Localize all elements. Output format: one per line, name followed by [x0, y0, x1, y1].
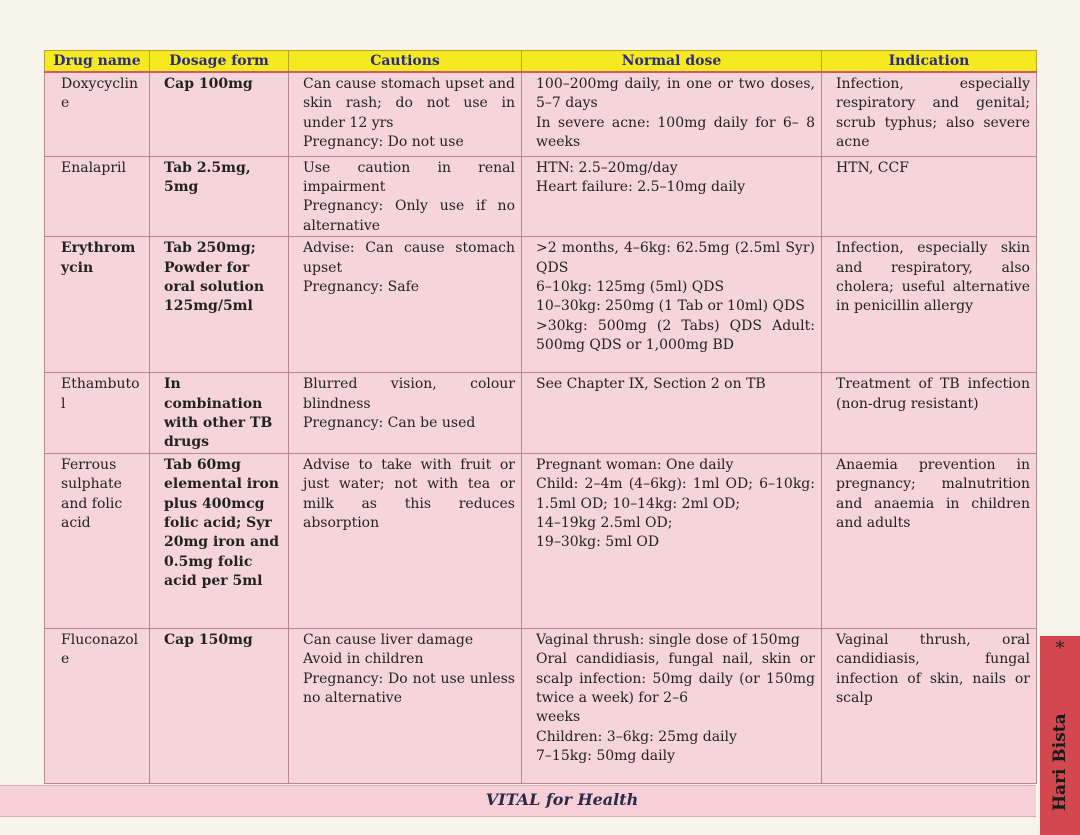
cell-text-line: Erythrom: [61, 240, 136, 257]
cell-dosage-form: [150, 373, 289, 454]
cell-normal-dose: [522, 373, 822, 454]
side-tab: [1040, 636, 1080, 835]
table-header-row: [45, 51, 1037, 73]
drug-table: [44, 50, 1037, 784]
cell-drug-name: [45, 373, 150, 454]
footer-title: VITAL for Health: [485, 790, 639, 809]
cell-normal-dose: [522, 237, 822, 373]
table-row: [45, 628, 1037, 783]
cell-text-line: Doxycyclin: [61, 76, 139, 92]
cell-drug-name: [45, 237, 150, 373]
cell-text-line: HTN, CCF: [836, 159, 909, 176]
cell-text-line: Advise: Can cause stomach upset: [303, 240, 515, 276]
cell-cautions: [289, 453, 522, 628]
cell-text-line: Infection, especially respiratory and genital; scrub typhus; also severe acne: [836, 76, 1030, 151]
cell-text-line: l: [61, 395, 66, 412]
cell-text-line: Can cause stomach upset and skin rash; do not use in under 12 yrs: [303, 76, 515, 131]
cell-cautions: [289, 72, 522, 156]
asterisk-icon: *: [1055, 638, 1065, 659]
cell-text-line: weeks: [536, 709, 581, 726]
cell-text-line: Vaginal thrush: single dose of 150mg: [536, 631, 800, 648]
cell-text-line: Child: 2–4m (4–6kg): 1ml OD; 6–10kg: 1.5ml OD; 10–14kg: 2ml OD;: [536, 476, 815, 512]
cell-text-line: Cap 100mg: [164, 76, 253, 92]
cell-cautions: [289, 156, 522, 237]
cell-normal-dose: [522, 72, 822, 156]
cell-dosage-form: [150, 72, 289, 156]
header-dosage-form: Dosage form: [150, 51, 289, 73]
cell-drug-name: [45, 72, 150, 156]
table-row: [45, 453, 1037, 628]
cell-indication: [822, 237, 1037, 373]
cell-text-line: e: [61, 95, 70, 112]
cell-text-line: Heart failure: 2.5–10mg daily: [536, 178, 746, 195]
cell-text-line: >30kg: 500mg (2 Tabs) QDS Adult: 500mg QDS or 1,000mg BD: [536, 317, 815, 354]
cell-text-line: Anaemia prevention in pregnancy; malnutrition and anaemia in children and adults: [836, 456, 1030, 531]
cell-drug-name: [45, 453, 150, 628]
cell-text-line: Fluconazol: [61, 631, 139, 648]
cell-text-line: Avoid in children: [303, 651, 424, 668]
cell-drug-name: [45, 156, 150, 237]
cell-text-line: Pregnancy: Only use if no alternative: [303, 198, 515, 234]
header-indication: Indication: [822, 51, 1037, 73]
cell-text-line: Tab 60mg elemental iron plus 400mcg folic acid; Syr 20mg iron and 0.5mg folic acid per 5ml: [164, 456, 280, 590]
cell-dosage-form: [150, 237, 289, 373]
cell-indication: [822, 453, 1037, 628]
cell-text-line: In severe acne: 100mg daily for 6– 8 weeks: [536, 114, 815, 151]
cell-text-line: Oral candidiasis, fungal nail, skin or scalp infection: 50mg daily (or 150mg twice a week) for 2–6: [536, 651, 815, 706]
cell-text-line: e: [61, 651, 70, 668]
cell-text-line: Tab 2.5mg, 5mg: [164, 159, 251, 195]
cell-text-line: >2 months, 4–6kg: 62.5mg (2.5ml Syr) QDS: [536, 240, 815, 276]
footer-band: [0, 785, 1036, 817]
cell-indication: [822, 628, 1037, 783]
cell-indication: [822, 156, 1037, 237]
cell-text-line: HTN: 2.5–20mg/day: [536, 159, 678, 176]
cell-text-line: See Chapter IX, Section 2 on TB: [536, 376, 766, 393]
cell-cautions: [289, 628, 522, 783]
table-row: [45, 373, 1037, 454]
table-row: [45, 237, 1037, 373]
cell-text-line: Pregnancy: Can be used: [303, 414, 476, 431]
cell-text-line: Infection, especially skin and respiratory, also cholera; useful alternative in penicillin allergy: [836, 240, 1030, 315]
cell-text-line: Pregnancy: Do not use unless no alternative: [303, 670, 515, 706]
cell-dosage-form: [150, 156, 289, 237]
author-name: Hari Bista: [1050, 713, 1070, 811]
cell-text-line: 14–19kg 2.5ml OD;: [536, 514, 673, 531]
cell-text-line: 6–10kg: 125mg (5ml) QDS: [536, 278, 725, 295]
header-drug-name: Drug name: [45, 51, 150, 73]
cell-text-line: Blurred vision, colour blindness: [303, 376, 515, 412]
cell-normal-dose: [522, 453, 822, 628]
cell-text-line: Pregnancy: Safe: [303, 278, 420, 295]
cell-normal-dose: [522, 156, 822, 237]
cell-text-line: In combination with other TB drugs: [164, 376, 273, 451]
cell-text-line: 7–15kg: 50mg daily: [536, 748, 676, 765]
cell-text-line: 19–30kg: 5ml OD: [536, 534, 660, 551]
header-normal-dose: Normal dose: [522, 51, 822, 73]
cell-indication: [822, 72, 1037, 156]
cell-text-line: Children: 3–6kg: 25mg daily: [536, 728, 737, 745]
cell-text-line: 10–30kg: 250mg (1 Tab or 10ml) QDS: [536, 298, 805, 315]
cell-text-line: Cap 150mg: [164, 631, 253, 648]
table-row: [45, 156, 1037, 237]
cell-text-line: Tab 250mg; Powder for oral solution 125mg/5ml: [164, 240, 264, 315]
cell-text-line: Ethambuto: [61, 376, 140, 393]
table-row: [45, 72, 1037, 156]
cell-text-line: Pregnant woman: One daily: [536, 456, 734, 473]
cell-text-line: Pregnancy: Do not use: [303, 134, 464, 151]
cell-text-line: Enalapril: [61, 159, 127, 176]
cell-text-line: Vaginal thrush, oral candidiasis, fungal infection of skin, nails or scalp: [836, 631, 1030, 706]
header-cautions: Cautions: [289, 51, 522, 73]
cell-text-line: Treatment of TB infection (non-drug resistant): [836, 376, 1030, 412]
cell-normal-dose: [522, 628, 822, 783]
cell-text-line: Can cause liver damage: [303, 631, 474, 648]
cell-text-line: Ferrous sulphate and folic acid: [61, 456, 123, 531]
cell-cautions: [289, 237, 522, 373]
cell-drug-name: [45, 628, 150, 783]
cell-text-line: Use caution in renal impairment: [303, 159, 515, 195]
cell-text-line: Advise to take with fruit or just water; not with tea or milk as this reduces absorption: [303, 456, 515, 531]
cell-dosage-form: [150, 453, 289, 628]
cell-dosage-form: [150, 628, 289, 783]
cell-text-line: ycin: [61, 259, 94, 276]
cell-text-line: 100–200mg daily, in one or two doses, 5–7 days: [536, 76, 815, 112]
cell-cautions: [289, 373, 522, 454]
cell-indication: [822, 373, 1037, 454]
